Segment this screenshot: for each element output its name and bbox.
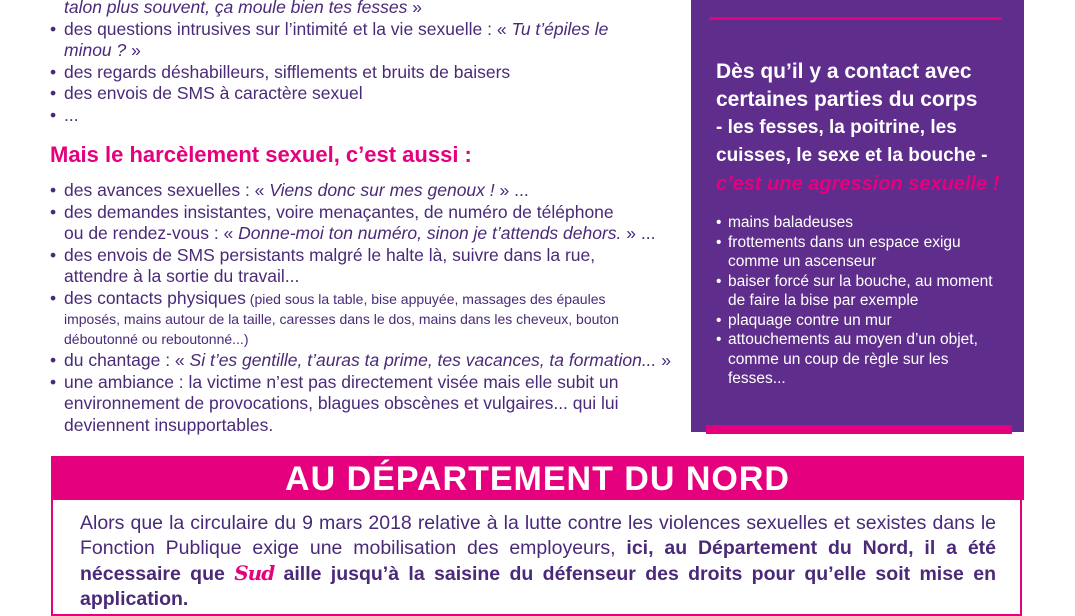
- list-item-continued: imposés, mains autour de la taille, caresses dans le dos, mains dans les cheveux, bouton: [64, 311, 619, 327]
- section-banner: AU DÉPARTEMENT DU NORD: [51, 456, 1024, 500]
- list-item-continued: comme un coup de règle sur les: [728, 350, 949, 368]
- list-item-continued: deviennent insupportables.: [64, 414, 274, 435]
- divider: [709, 17, 1002, 20]
- list-item: • plaquage contre un mur: [716, 311, 892, 329]
- box-headline: Dès qu’il y a contact avec certaines parties du corps - les fesses, la poitrine, les cuisses, le sexe et la bouche - c’est une agression sexuelle !: [716, 60, 1000, 195]
- left-column: [50, 0, 670, 436]
- list-item: • baiser forcé sur la bouche, au moment: [716, 272, 993, 290]
- list-item: • des envois de SMS à caractère sexuel: [50, 83, 363, 103]
- list-item: • des questions intrusives sur l’intimité et la vie sexuelle : « Tu t’épiles le: [50, 18, 609, 39]
- list-item: • des demandes insistantes, voire menaçantes, de numéro de téléphone: [50, 201, 614, 222]
- sud-logo: Sud: [234, 561, 275, 585]
- list-item: • mains baladeuses: [716, 214, 853, 231]
- list-item: • des regards déshabilleurs, sifflements et bruits de baisers: [50, 61, 511, 82]
- list-item-continued: fesses...: [728, 370, 786, 387]
- list-item: • des avances sexuelles : « Viens donc sur mes genoux ! » ...: [50, 180, 529, 200]
- list-item: • une ambiance : la victime n’est pas directement visée mais elle subit un: [50, 371, 619, 392]
- list-item-continued: de faire la bise par exemple: [728, 292, 919, 309]
- list-item-continued: environnement de provocations, blagues obscènes et vulgaires... qui lui: [64, 393, 619, 413]
- list-item: • du chantage : « Si t’es gentille, t’auras ta prime, tes vacances, ta formation... »: [50, 350, 672, 370]
- list-item: minou ? »: [64, 40, 141, 60]
- list-item: • frottements dans un espace exigu: [716, 233, 961, 251]
- list-item-continued: déboutonné ou reboutonné...): [64, 331, 249, 347]
- section-title: Mais le harcèlement sexuel, c’est aussi :: [50, 142, 472, 167]
- list-item-continued: comme un ascenseur: [728, 253, 877, 270]
- list-item: • des contacts physiques (pied sous la table, bise appuyée, massages des épaules: [50, 287, 606, 308]
- list-item: talon plus souvent, ça moule bien tes fesses »: [64, 0, 423, 17]
- divider: [706, 425, 1012, 434]
- list-item: • ...: [50, 104, 79, 125]
- dept-paragraph: Alors que la circulaire du 9 mars 2018 relative à la lutte contre les violences sexuelles et sexistes dans le Fonction Publique exige une mobilisation des employeurs, ici, au Département du Nord, il a été nécessaire que Sud aille jusqu’à la saisine du défenseur des droits pour qu’elle soit mise en application.: [80, 512, 996, 610]
- list-item-continued: ou de rendez-vous : « Donne-moi ton numéro, sinon je t’attends dehors. » ...: [64, 223, 656, 243]
- box-list: [716, 213, 1016, 389]
- list-item-continued: attendre à la sortie du travail...: [64, 266, 300, 286]
- list-item: • des envois de SMS persistants malgré le halte là, suivre dans la rue,: [50, 244, 596, 265]
- list-item: • attouchements au moyen d’un objet,: [716, 331, 978, 348]
- agression-info-box: [691, 0, 1024, 432]
